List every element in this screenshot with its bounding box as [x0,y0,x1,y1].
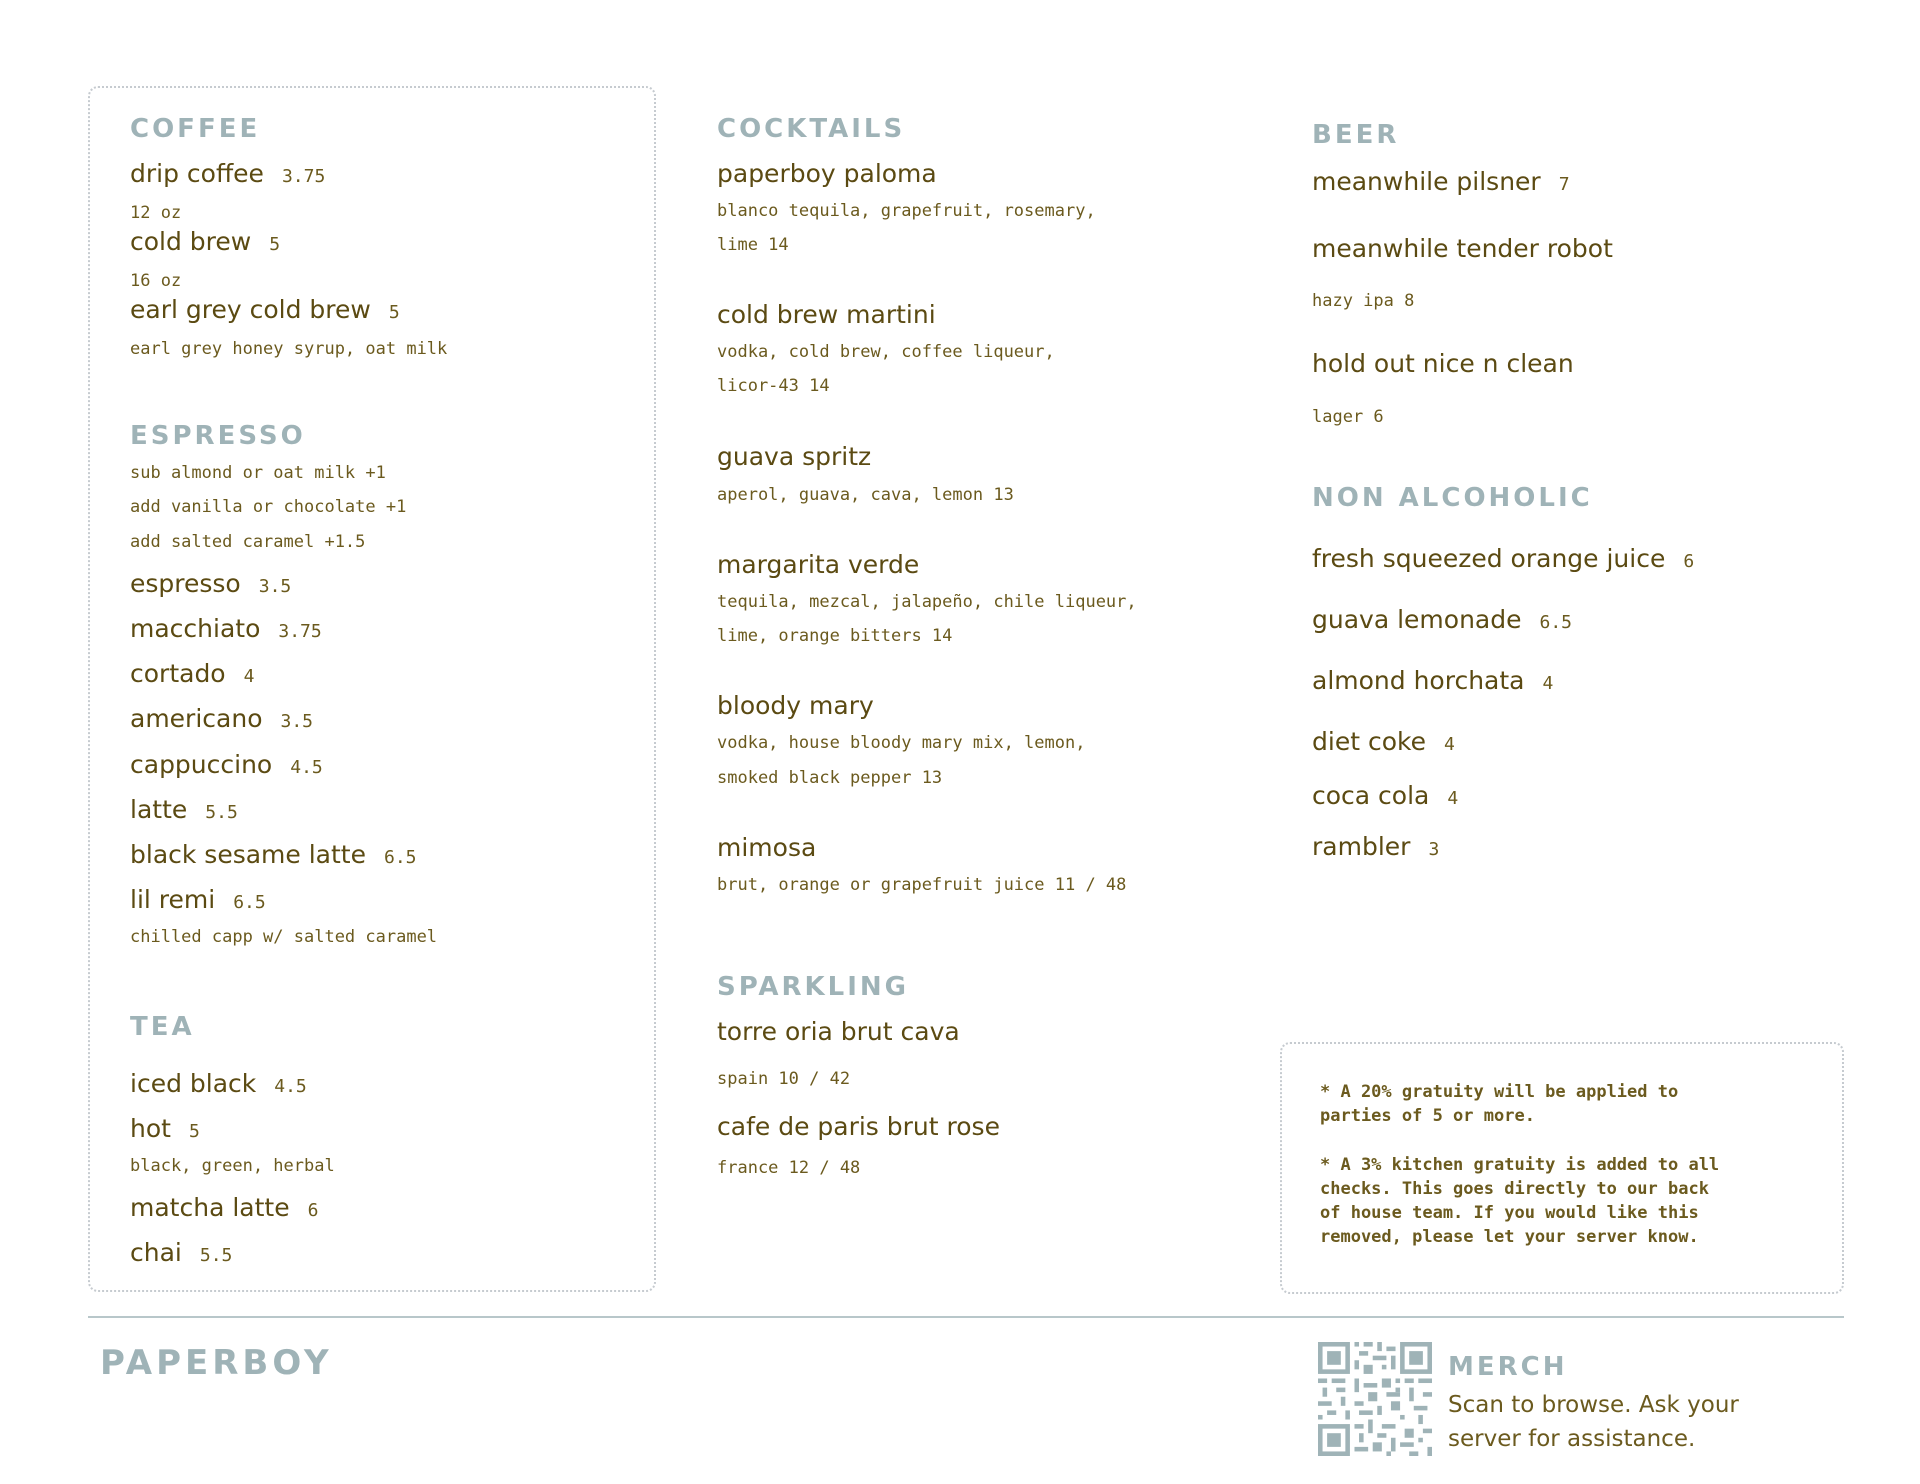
menu-item [130,226,280,258]
menu-item [1312,780,1458,812]
item-name: torre oria brut cava [717,1017,960,1046]
item-description: blanco tequila, grapefruit, rosemary, [717,201,1096,221]
addon-note: sub almond or oat milk +1 [130,463,386,483]
addon-note: add salted caramel +1.5 [130,532,366,552]
item-name: matcha latte [130,1193,290,1222]
gratuity-note: * A 20% gratuity will be applied to parties of 5 or more. [1320,1082,1679,1126]
menu-item [1312,831,1439,863]
item-description: black, green, herbal [130,1156,335,1176]
item-description: hazy ipa 8 [1312,291,1415,311]
item-description: spain 10 / 42 [717,1069,851,1089]
item-name: earl grey cold brew [130,295,371,324]
item-description: licor-43 14 [717,376,830,396]
item-name: cold brew martini [717,300,936,329]
item-name: hold out nice n clean [1312,349,1574,378]
menu-item [130,884,266,916]
item-price: 3.5 [258,576,292,597]
merch-description: Scan to browse. Ask your server for assistance. [1448,1392,1739,1452]
item-name: black sesame latte [130,840,366,869]
item-name: almond horchata [1312,666,1525,695]
menu-item [1312,543,1694,575]
item-description: chilled capp w/ salted caramel [130,927,438,947]
item-name: guava spritz [717,442,872,471]
menu-item [1312,665,1553,697]
menu-item [130,794,238,826]
brand-wordmark: PAPERBOY [100,1343,333,1383]
middle-column [717,0,1277,1300]
item-description: lager 6 [1312,407,1384,427]
item-price: 6 [307,1200,319,1221]
item-price: 4 [1447,788,1459,809]
item-name: americano [130,704,263,733]
item-price: 6 [1683,551,1695,572]
item-description: smoked black pepper 13 [717,768,943,788]
item-name: meanwhile pilsner [1312,167,1541,196]
item-description: lime 14 [717,235,789,255]
item-name: meanwhile tender robot [1312,234,1613,263]
item-name: bloody mary [717,691,874,720]
footer-divider [88,1316,1844,1318]
item-description: tequila, mezcal, jalapeño, chile liqueur, [717,592,1137,612]
menu-item [130,1113,200,1145]
item-description: aperol, guava, cava, lemon 13 [717,485,1014,505]
item-price: 4.5 [290,757,323,778]
item-price: 5 [269,234,281,255]
item-description: brut, orange or grapefruit juice 11 / 48 [717,875,1127,895]
menu-item [130,158,325,190]
menu-item [130,1192,318,1224]
item-price: 6.5 [384,847,417,868]
beer-heading: BEER [1312,120,1400,150]
item-description: vodka, house bloody mary mix, lemon, [717,733,1086,753]
item-name: mimosa [717,833,817,862]
left-column [130,0,650,1300]
item-description: lime, orange bitters 14 [717,626,953,646]
item-name: guava lemonade [1312,605,1522,634]
item-name: margarita verde [717,550,920,579]
menu-item [130,658,254,690]
item-name: espresso [130,569,241,598]
item-name: chai [130,1238,182,1267]
item-price: 3 [1428,839,1440,860]
menu-item [130,749,323,781]
menu-item [1312,166,1570,198]
item-name: cortado [130,659,226,688]
item-price: 3.75 [281,166,326,187]
item-name: coca cola [1312,781,1430,810]
item-description: vodka, cold brew, coffee liqueur, [717,342,1055,362]
addon-note: add vanilla or chocolate +1 [130,497,407,517]
menu-item [130,613,322,645]
item-name: macchiato [130,614,261,643]
item-price: 5 [188,1121,200,1142]
item-name: rambler [1312,832,1411,861]
non-alcoholic-heading: NON ALCOHOLIC [1312,483,1593,513]
item-name: latte [130,795,188,824]
menu-item [130,1237,232,1269]
item-name: cafe de paris brut rose [717,1112,1000,1141]
item-name: cappuccino [130,750,273,779]
item-price: 6.5 [233,892,266,913]
item-price: 3.75 [278,621,322,642]
item-name: lil remi [130,885,216,914]
item-name: diet coke [1312,727,1426,756]
gratuity-notes-panel [1280,1042,1844,1294]
menu-item [1312,726,1455,758]
item-name: cold brew [130,227,252,256]
menu-item [130,1068,307,1100]
menu-item [130,703,313,735]
item-price: 5.5 [205,802,238,823]
item-price: 3.5 [280,711,313,732]
item-name: paperboy paloma [717,159,937,188]
item-name: hot [130,1114,171,1143]
menu-item [1312,604,1572,636]
item-price: 4 [243,666,255,687]
item-price: 7 [1558,174,1570,195]
espresso-heading: ESPRESSO [130,421,306,451]
item-name: drip coffee [130,159,264,188]
item-description: 16 oz [130,271,182,291]
item-price: 6.5 [1539,612,1573,633]
item-description: france 12 / 48 [717,1158,861,1178]
tea-heading: TEA [130,1012,195,1042]
kitchen-gratuity-note: * A 3% kitchen gratuity is added to all checks. This goes directly to our back of house team. If you would like this removed, please let your server know. [1320,1155,1720,1247]
cocktails-heading: COCKTAILS [717,114,906,144]
menu-item [130,568,291,600]
merch-heading: MERCH [1448,1352,1568,1382]
menu-item [130,294,400,326]
coffee-heading: COFFEE [130,114,261,144]
item-description: 12 oz [130,203,182,223]
item-name: fresh squeezed orange juice [1312,544,1666,573]
item-description: earl grey honey syrup, oat milk [130,339,448,359]
right-column [1312,0,1872,900]
item-price: 5.5 [199,1245,233,1266]
item-price: 4.5 [274,1076,307,1097]
sparkling-heading: SPARKLING [717,972,910,1002]
item-price: 5 [388,302,400,323]
item-price: 4 [1542,673,1554,694]
item-name: iced black [130,1069,257,1098]
item-price: 4 [1443,734,1455,755]
menu-item [130,839,417,871]
qr-code-icon[interactable] [1318,1342,1432,1456]
